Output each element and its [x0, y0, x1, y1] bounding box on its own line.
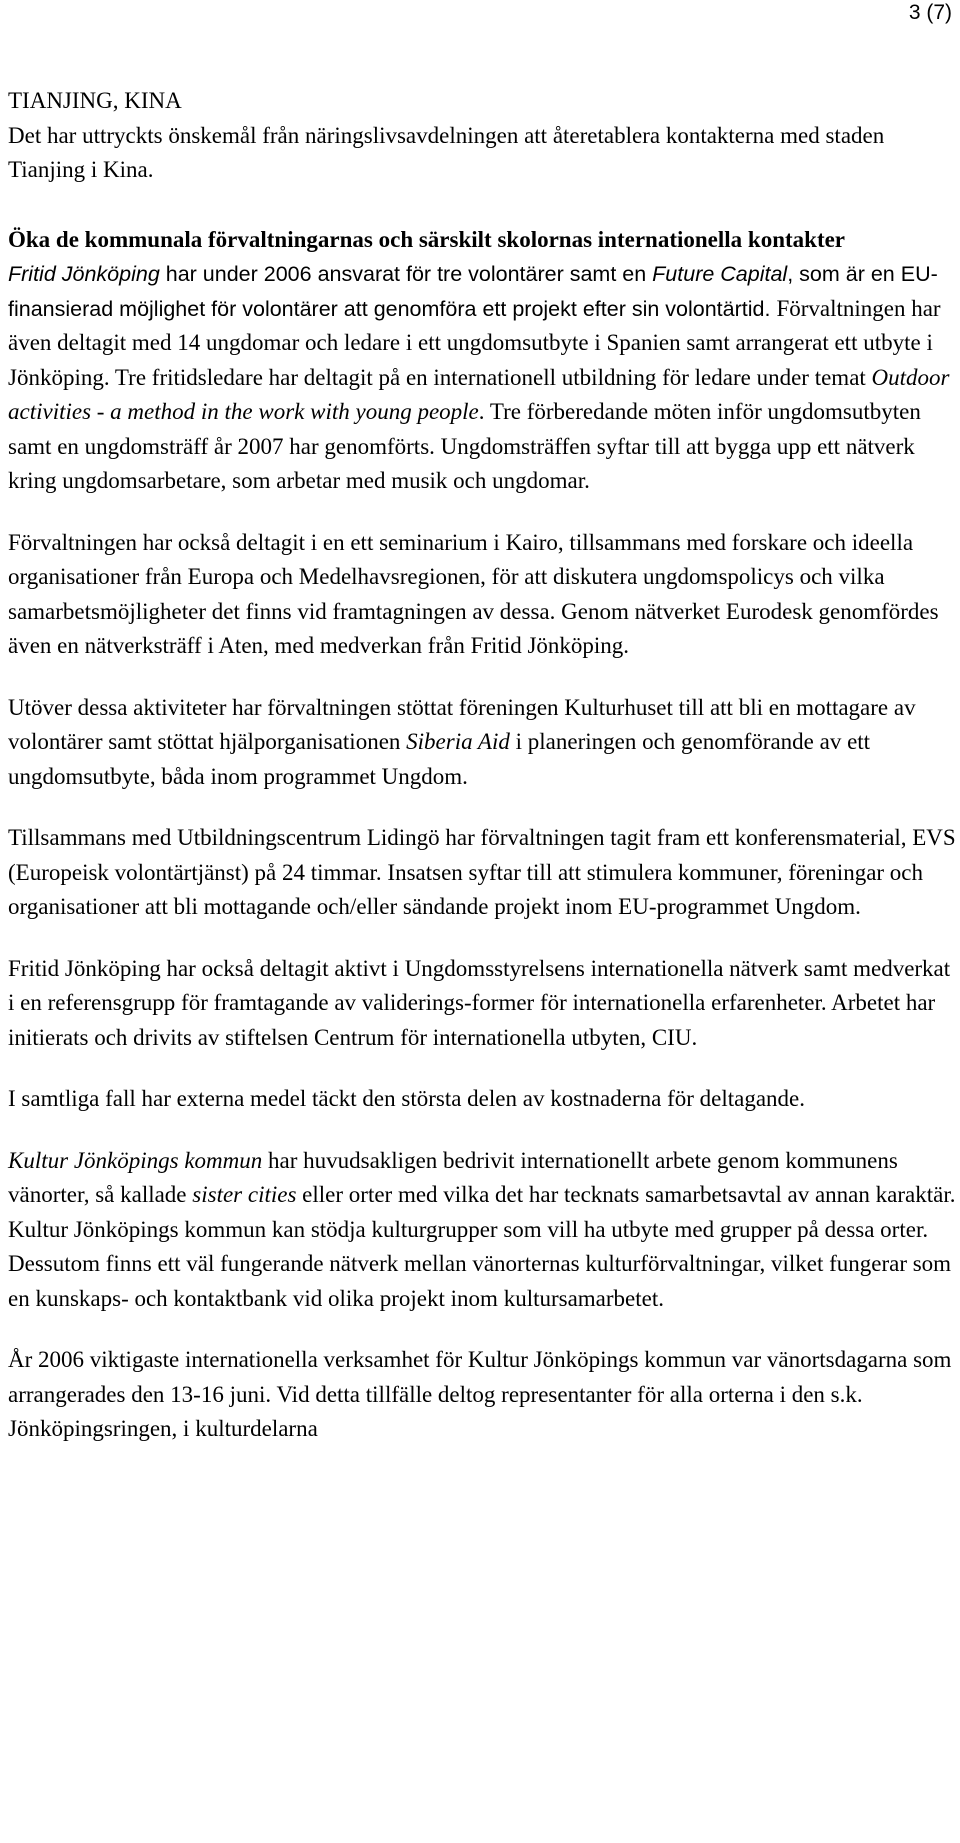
text-run: eller orter med vilka det har tecknats samarbetsavtal av annan karaktär. Kultur Jönköpings kommun kan stödja kulturgrupper som vill ha utbyte med grupper på dessa orter. Dessutom finns ett väl fungerande nätverk mellan vänorternas kulturförvaltningar, vilket fungerar som en kunskaps- och kontaktbank vid olika projekt inom kultursamarbetet.: [8, 1182, 956, 1311]
emphasis-sister-cities: sister cities: [192, 1182, 297, 1207]
paragraph-ungdomsstyrelsen: Fritid Jönköping har också deltagit aktivt i Ungdomsstyrelsens internationella nätverk samt medverkat i en referensgrupp för framtagande av validerings-former för internationella erfarenheter. Arbetet har initierats och drivits av stiftelsen Centrum för internationella utbyten, CIU.: [8, 955, 951, 1050]
text-run: . Tre förberedande möten inför ungdomsutbyten samt en ungdomsträff år 2007 har genomförts. Ungdomsträffen syftar till att bygga upp ett nätverk kring ungdomsarbetare, som arbetar med musik och ungdomar.: [8, 399, 921, 493]
document-body: [8, 84, 958, 1447]
paragraph-lidingo: Tillsammans med Utbildningscentrum Lidingö har förvaltningen tagit fram ett konferensmaterial, EVS (Europeisk volontärtjänst) på 24 timmar. Insatsen syftar till att stimulera kommuner, föreningar och organisationer att bli mottagande och/eller sändande projekt inom EU-programmet Ungdom.: [8, 825, 956, 919]
paragraph-externa-medel: I samtliga fall har externa medel täckt den största delen av kostnaderna för deltagande.: [8, 1086, 806, 1111]
paragraph-kulturhuset: [8, 691, 958, 795]
paragraph-kairo: Förvaltningen har också deltagit i en ett seminarium i Kairo, tillsammans med forskare och ideella organisationer från Europa och Medelhavsregionen, för att diskutera ungdomspolicys och vilka samarbetsmöjligheter det finns vid framtagningen av dessa. Genom nätverket Eurodesk genomfördes även en nätverksträff i Aten, med medverkan från Fritid Jönköping.: [8, 529, 939, 658]
text-run: Förvaltningen har även deltagit med 14 ungdomar och ledare i ett ungdomsutbyte i Spanien samt arrangerat ett utbyte i Jönköping. Tre fritidsledare har deltagit på en internationell utbildning för ledare under temat: [8, 295, 941, 390]
emphasis-siberia-aid: Siberia Aid: [406, 729, 510, 754]
text-run: i planeringen och genomförande av ett ungdomsutbyte, båda inom programmet Ungdom.: [8, 729, 871, 789]
text-run: Utöver dessa aktiviteter har förvaltningen stöttat föreningen Kulturhuset till att bli en mottagare av volontärer samt stöttat hjälporganisationen: [8, 694, 916, 754]
emphasis-fritid: Fritid Jönköping: [8, 262, 160, 286]
emphasis-outdoor: Outdoor activities - a method in the work with young people: [8, 364, 950, 424]
paragraph-vanortsdagarna: År 2006 viktigaste internationella verksamhet för Kultur Jönköpings kommun var vänortsdagarna som arrangerades den 13-16 juni. Vid detta tillfälle deltog representanter för alla orterna i den s.k. Jönköpingsringen, i kulturdelarna: [8, 1347, 952, 1441]
text-run: , som är en EU-finansierad möjlighet för volontärer att genomföra ett projekt efter sin volontärtid.: [8, 262, 938, 321]
text-run: har under 2006 ansvarat för tre volontärer samt en: [159, 262, 653, 286]
page-number: 3 (7): [908, 1, 952, 24]
section-paragraph: [8, 257, 958, 499]
emphasis-kultur-jonkoping: Kultur Jönköpings kommun: [8, 1147, 263, 1173]
tianjing-paragraph: Det har uttryckts önskemål från näringslivsavdelningen att återetablera kontakterna med staden Tianjing i Kina.: [8, 122, 885, 182]
text-run: har huvudsakligen bedrivit internationellt arbete genom kommunens vänorter, så kallade: [8, 1147, 898, 1207]
tianjing-heading: TIANJING, KINA: [8, 88, 182, 113]
emphasis-future-capital: Future Capital: [652, 262, 788, 286]
paragraph-kultur: [8, 1144, 958, 1317]
section-heading: Öka de kommunala förvaltningarnas och särskilt skolornas internationella kontakter: [8, 226, 846, 252]
